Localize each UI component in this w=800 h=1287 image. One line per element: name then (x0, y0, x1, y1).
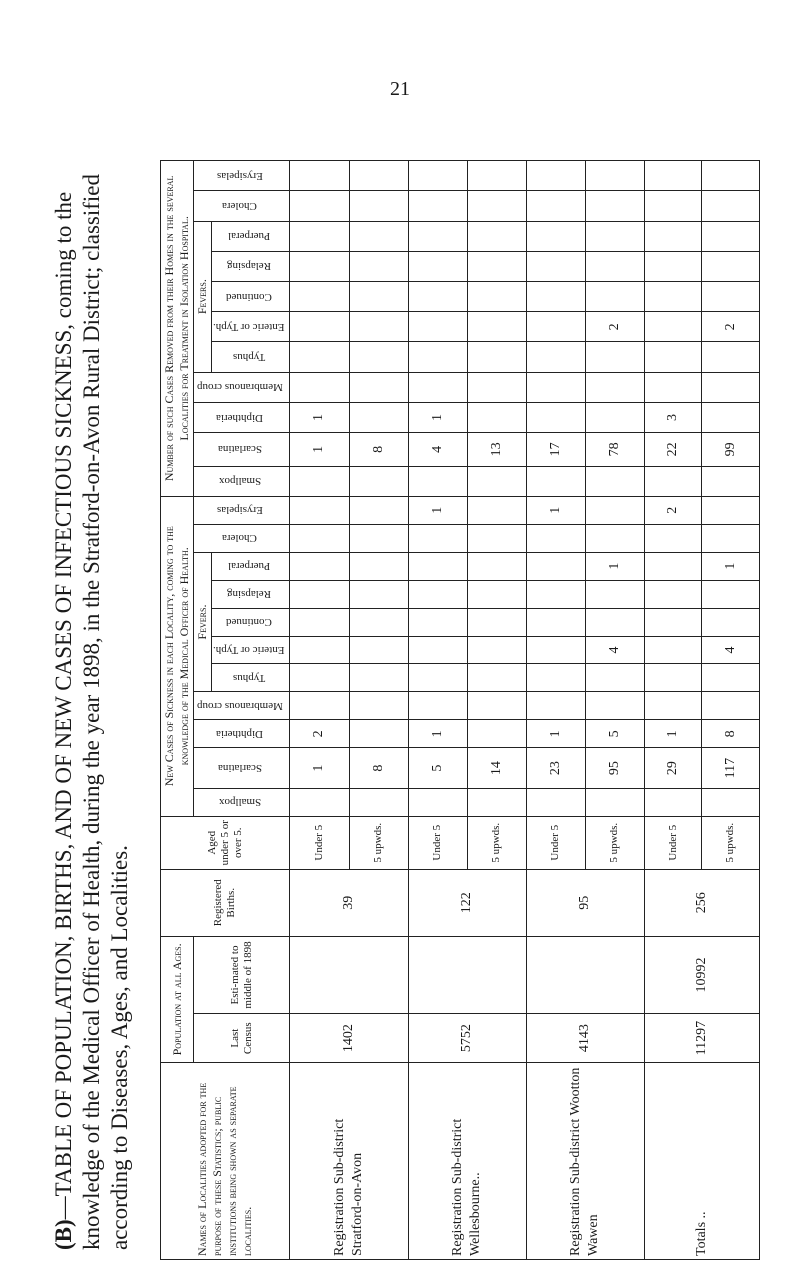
new-case-cell (349, 608, 408, 636)
removed-case-cell (585, 282, 644, 312)
new-case-cell: 95 (585, 748, 644, 788)
fevers-header: Fevers. (194, 552, 212, 692)
removed-case-cell (644, 221, 702, 251)
removed-case-cell (467, 161, 526, 191)
new-case-cell (644, 524, 702, 552)
removed-case-cell (408, 161, 467, 191)
new-case-cell (585, 692, 644, 720)
new-case-cell (290, 692, 349, 720)
removed-case-cell: 13 (467, 433, 526, 466)
locality-name: Registration Sub-district Wellesbourne.. (408, 1063, 526, 1260)
fever-header: Relapsing (212, 251, 290, 281)
fever-header: Puerperal (212, 221, 290, 251)
new-case-cell (702, 788, 760, 816)
census-value: 11297 (644, 1014, 759, 1063)
new-case-cell: 29 (644, 748, 702, 788)
removed-case-cell (467, 282, 526, 312)
fever-header: Enteric or Typh. (212, 636, 290, 664)
new-case-cell (585, 524, 644, 552)
new-case-cell (349, 496, 408, 524)
removed-case-cell (644, 251, 702, 281)
removed-case-cell (349, 372, 408, 402)
removed-case-cell (467, 251, 526, 281)
new-case-cell (408, 524, 467, 552)
new-case-cell: 14 (467, 748, 526, 788)
new-case-cell (702, 580, 760, 608)
new-case-cell (467, 788, 526, 816)
new-case-cell (526, 788, 585, 816)
census-value: 4143 (526, 1014, 644, 1063)
removed-case-cell (702, 402, 760, 432)
removed-case-cell (408, 282, 467, 312)
new-case-cell (408, 636, 467, 664)
disease-header: Smallpox (194, 466, 290, 496)
new-case-cell: 5 (408, 748, 467, 788)
removed-case-cell (702, 221, 760, 251)
new-case-cell (644, 552, 702, 580)
removed-case-cell (644, 372, 702, 402)
new-case-cell: 4 (702, 636, 760, 664)
header-population: Population at all Ages. (161, 936, 194, 1062)
disease-header: Cholera (194, 524, 290, 552)
disease-header: Scarlatina (194, 748, 290, 788)
new-case-cell (644, 580, 702, 608)
removed-case-cell (290, 282, 349, 312)
new-case-cell (349, 524, 408, 552)
new-case-cell: 1 (526, 720, 585, 748)
removed-case-cell (408, 191, 467, 221)
removed-case-cell: 78 (585, 433, 644, 466)
removed-case-cell (349, 342, 408, 372)
new-case-cell (585, 788, 644, 816)
removed-case-cell (702, 191, 760, 221)
removed-case-cell (644, 312, 702, 342)
removed-case-cell (585, 251, 644, 281)
new-case-cell (467, 720, 526, 748)
new-case-cell: 2 (290, 720, 349, 748)
new-case-cell (702, 496, 760, 524)
age-label: 5 upwds. (702, 816, 760, 869)
header-births: Registered Births. (161, 869, 290, 936)
removed-case-cell (585, 372, 644, 402)
removed-case-cell: 1 (408, 402, 467, 432)
header-estimated: Esti-mated to middle of 1898 (194, 936, 290, 1014)
removed-case-cell (526, 312, 585, 342)
age-label: Under 5 (644, 816, 702, 869)
new-case-cell (526, 552, 585, 580)
age-label: 5 upwds. (467, 816, 526, 869)
removed-case-cell (585, 342, 644, 372)
removed-case-cell (702, 342, 760, 372)
removed-case-cell: 2 (585, 312, 644, 342)
new-case-cell (585, 580, 644, 608)
new-case-cell (290, 788, 349, 816)
removed-case-cell (644, 191, 702, 221)
header-names: Names of Localities adopted for the purpose of these Statistics; public institutions being shown as separate localities. (161, 1063, 290, 1260)
fever-header: Typhus (212, 342, 290, 372)
removed-case-cell (349, 251, 408, 281)
header-census: Last Census (194, 1014, 290, 1063)
removed-case-cell (408, 372, 467, 402)
new-case-cell (644, 664, 702, 692)
removed-case-cell (702, 251, 760, 281)
removed-case-cell (585, 402, 644, 432)
removed-case-cell (349, 282, 408, 312)
locality-name: Registration Sub-district Wootton Wawen (526, 1063, 644, 1260)
heading-label: (B) (51, 1219, 76, 1250)
removed-case-cell (467, 372, 526, 402)
locality-name: Registration Sub-district Stratford-on-Avon (290, 1063, 408, 1260)
removed-case-cell: 8 (349, 433, 408, 466)
removed-case-cell (290, 372, 349, 402)
new-case-cell (349, 552, 408, 580)
removed-case-cell (644, 161, 702, 191)
removed-case-cell (526, 402, 585, 432)
removed-case-cell (526, 372, 585, 402)
new-case-cell (349, 580, 408, 608)
removed-case-cell (526, 161, 585, 191)
disease-header: Cholera (194, 191, 290, 221)
disease-header: Erysipelas (194, 161, 290, 191)
new-case-cell (467, 664, 526, 692)
removed-case-cell (467, 312, 526, 342)
new-case-cell (526, 608, 585, 636)
new-case-cell (290, 496, 349, 524)
removed-case-cell (467, 221, 526, 251)
removed-case-cell (290, 161, 349, 191)
fever-header: Puerperal (212, 552, 290, 580)
new-case-cell (349, 720, 408, 748)
removed-case-cell (408, 221, 467, 251)
new-case-cell (290, 636, 349, 664)
removed-case-cell (349, 221, 408, 251)
new-case-cell (702, 664, 760, 692)
age-label: Under 5 (526, 816, 585, 869)
new-case-cell (467, 552, 526, 580)
new-case-cell (467, 608, 526, 636)
page-number: 21 (390, 78, 410, 100)
removed-case-cell: 22 (644, 433, 702, 466)
age-label: Under 5 (408, 816, 467, 869)
removed-case-cell (290, 251, 349, 281)
new-case-cell (290, 580, 349, 608)
new-case-cell (526, 580, 585, 608)
new-case-cell (467, 580, 526, 608)
removed-case-cell (526, 282, 585, 312)
new-case-cell: 5 (585, 720, 644, 748)
age-label: Under 5 (290, 816, 349, 869)
fever-header: Enteric or Typh. (212, 312, 290, 342)
table-row (526, 161, 585, 1260)
births-value: 122 (408, 869, 526, 936)
new-case-cell (290, 608, 349, 636)
new-case-cell (702, 608, 760, 636)
new-case-cell: 1 (644, 720, 702, 748)
removed-case-cell (585, 466, 644, 496)
new-case-cell (526, 524, 585, 552)
table-body (290, 161, 760, 1260)
new-case-cell (467, 524, 526, 552)
new-case-cell: 1 (408, 496, 467, 524)
removed-case-cell (702, 372, 760, 402)
new-case-cell (349, 788, 408, 816)
new-case-cell: 1 (526, 496, 585, 524)
removed-case-cell (644, 342, 702, 372)
header-aged: Aged under 5 or over 5. (161, 816, 290, 869)
removed-case-cell (349, 312, 408, 342)
new-case-cell (467, 692, 526, 720)
new-case-cell (702, 692, 760, 720)
disease-header: Membranous croup (194, 692, 290, 720)
fever-header: Typhus (212, 664, 290, 692)
new-case-cell (349, 664, 408, 692)
new-case-cell (349, 692, 408, 720)
age-label: 5 upwds. (585, 816, 644, 869)
removed-case-cell: 2 (702, 312, 760, 342)
births-value: 95 (526, 869, 644, 936)
heading-text: —TABLE OF POPULATION, BIRTHS, AND OF NEW CASES OF INFECTIOUS SICKNESS, coming to the knowledge of the Medical Officer of Health, during the year 1898, in the Stratford-on-Avon Rural District; classified according to Diseases, Ages, and Localities. (51, 173, 132, 1250)
removed-case-cell (290, 312, 349, 342)
disease-header: Smallpox (194, 788, 290, 816)
new-case-cell (349, 636, 408, 664)
disease-header: Membranous croup (194, 372, 290, 402)
removed-case-cell (408, 312, 467, 342)
removed-case-cell (290, 191, 349, 221)
new-case-cell: 2 (644, 496, 702, 524)
removed-case-cell (702, 161, 760, 191)
removed-case-cell (585, 161, 644, 191)
header-removed: Number of such Cases Removed from their Homes in the several Localities for Treatment in Isolation Hospital. (161, 161, 194, 497)
disease-header: Erysipelas (194, 496, 290, 524)
removed-case-cell (526, 466, 585, 496)
removed-case-cell (467, 466, 526, 496)
new-case-cell (408, 608, 467, 636)
removed-case-cell (467, 191, 526, 221)
new-case-cell (585, 496, 644, 524)
new-case-cell (408, 788, 467, 816)
new-case-cell (585, 664, 644, 692)
new-case-cell (408, 692, 467, 720)
new-case-cell (644, 636, 702, 664)
removed-case-cell (526, 191, 585, 221)
new-case-cell (702, 524, 760, 552)
removed-case-cell (349, 161, 408, 191)
new-case-cell (644, 788, 702, 816)
new-case-cell (526, 636, 585, 664)
new-case-cell: 23 (526, 748, 585, 788)
removed-case-cell (585, 191, 644, 221)
new-case-cell: 1 (408, 720, 467, 748)
estimated-value: 10992 (644, 936, 759, 1014)
removed-case-cell (644, 282, 702, 312)
locality-name: Totals .. (644, 1063, 759, 1260)
fever-header: Relapsing (212, 580, 290, 608)
new-case-cell: 1 (585, 552, 644, 580)
new-case-cell: 8 (349, 748, 408, 788)
removed-case-cell (526, 251, 585, 281)
new-case-cell: 117 (702, 748, 760, 788)
removed-case-cell (526, 221, 585, 251)
new-case-cell: 4 (585, 636, 644, 664)
removed-case-cell (644, 466, 702, 496)
removed-case-cell (290, 221, 349, 251)
new-case-cell: 1 (290, 748, 349, 788)
new-case-cell (467, 636, 526, 664)
removed-case-cell: 1 (290, 433, 349, 466)
new-case-cell (408, 664, 467, 692)
new-case-cell (290, 552, 349, 580)
disease-header: Diphtheria (194, 402, 290, 432)
removed-case-cell (349, 466, 408, 496)
removed-case-cell (349, 191, 408, 221)
removed-case-cell: 4 (408, 433, 467, 466)
header-new-cases: New Cases of Sickness in each Locality, coming to the knowledge of the Medical Officer of Health. (161, 496, 194, 816)
census-value: 1402 (290, 1014, 408, 1063)
disease-header: Scarlatina (194, 433, 290, 466)
removed-case-cell (290, 342, 349, 372)
removed-case-cell (467, 342, 526, 372)
new-case-cell: 1 (702, 552, 760, 580)
removed-case-cell (585, 221, 644, 251)
removed-case-cell: 3 (644, 402, 702, 432)
age-label: 5 upwds. (349, 816, 408, 869)
fevers-header: Fevers. (194, 221, 212, 372)
new-case-cell (526, 664, 585, 692)
fever-header: Continued (212, 608, 290, 636)
removed-case-cell (290, 466, 349, 496)
births-value: 39 (290, 869, 408, 936)
removed-case-cell (408, 466, 467, 496)
table-row (290, 161, 349, 1260)
new-case-cell (290, 664, 349, 692)
removed-case-cell (408, 342, 467, 372)
removed-case-cell (467, 402, 526, 432)
new-case-cell (408, 580, 467, 608)
census-value: 5752 (408, 1014, 526, 1063)
statistics-table (160, 160, 760, 1260)
new-case-cell (644, 692, 702, 720)
removed-case-cell (349, 402, 408, 432)
table-row (408, 161, 467, 1260)
new-case-cell (585, 608, 644, 636)
sickness-table (160, 160, 760, 1260)
births-value: 256 (644, 869, 759, 936)
estimated-value (290, 936, 408, 1014)
estimated-value (408, 936, 526, 1014)
removed-case-cell: 17 (526, 433, 585, 466)
removed-case-cell (702, 282, 760, 312)
estimated-value (526, 936, 644, 1014)
new-case-cell: 8 (702, 720, 760, 748)
fever-header: Continued (212, 282, 290, 312)
new-case-cell (526, 692, 585, 720)
new-case-cell (290, 524, 349, 552)
disease-header: Diphtheria (194, 720, 290, 748)
removed-case-cell (526, 342, 585, 372)
new-case-cell (644, 608, 702, 636)
removed-case-cell: 99 (702, 433, 760, 466)
new-case-cell (467, 496, 526, 524)
new-case-cell (408, 552, 467, 580)
removed-case-cell (702, 466, 760, 496)
table-row (644, 161, 702, 1260)
removed-case-cell: 1 (290, 402, 349, 432)
removed-case-cell (408, 251, 467, 281)
